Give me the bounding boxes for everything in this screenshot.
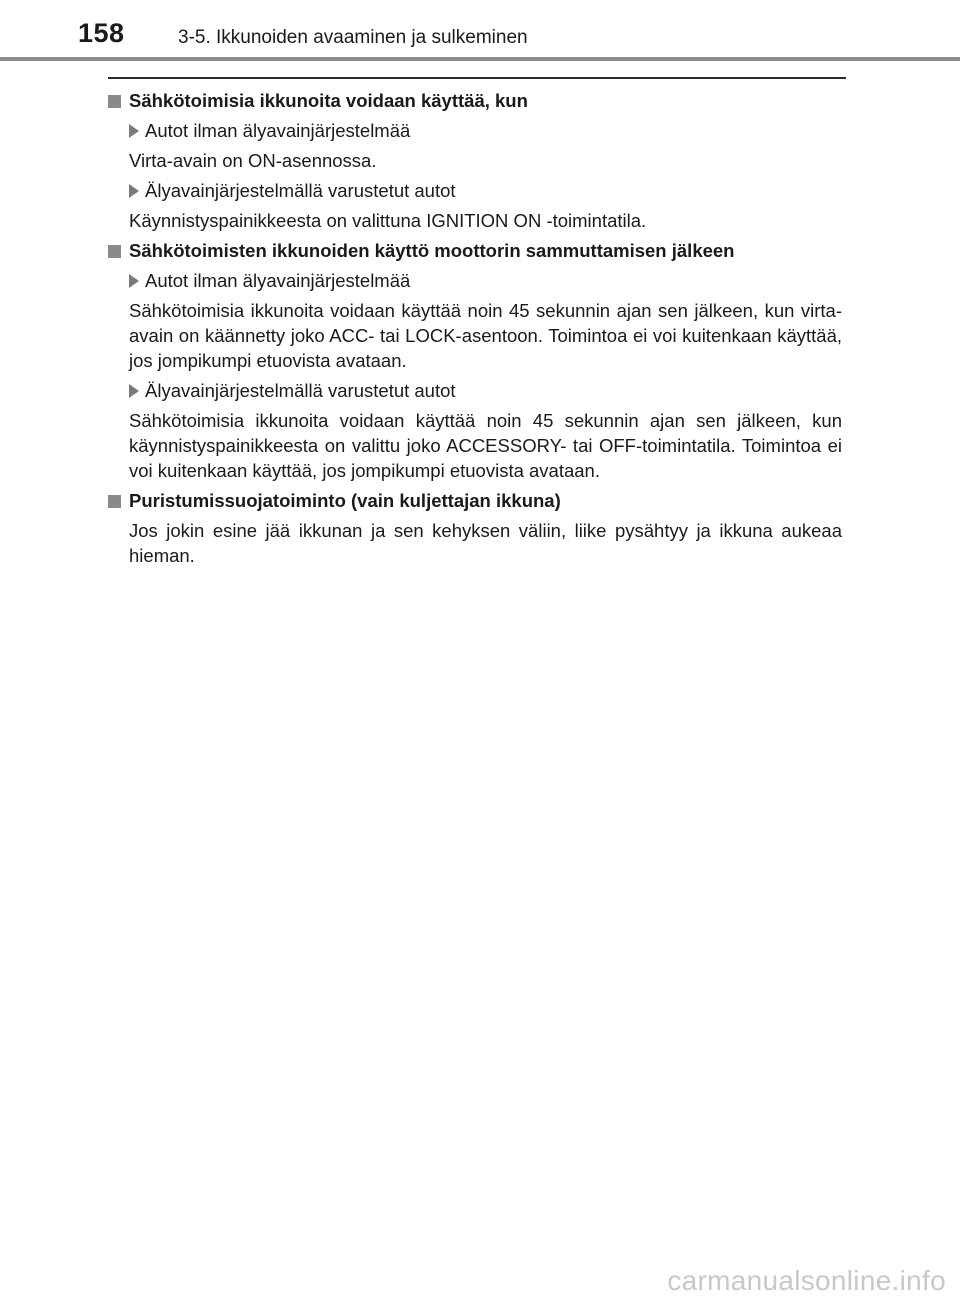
triangle-bullet-icon [129, 274, 139, 288]
section-heading [108, 88, 842, 113]
sub-heading-text: Autot ilman älyavainjärjestelmää [145, 270, 411, 291]
sub-heading [129, 378, 842, 403]
page-content [108, 88, 842, 573]
body-paragraph: Jos jokin esine jää ikkunan ja sen kehyksen väliin, liike pysähtyy ja ikkuna aukeaa hieman. [129, 520, 842, 566]
body-paragraph: Sähkötoimisia ikkunoita voidaan käyttää noin 45 sekunnin ajan sen jälkeen, kun käynnistyspainikkeesta on valittu joko ACCESSORY- tai OFF-toimintatila. Toimintoa ei voi kuitenkaan käyttää, jos jompikumpi etuovista avataan. [129, 410, 842, 481]
sub-heading-text: Älyavainjärjestelmällä varustetut autot [145, 380, 456, 401]
content-top-rule [108, 77, 846, 79]
watermark: carmanualsonline.info [667, 1265, 946, 1296]
sub-heading [129, 118, 842, 143]
sub-heading [129, 178, 842, 203]
section-heading [108, 238, 842, 263]
triangle-bullet-icon [129, 124, 139, 138]
section-heading [108, 488, 842, 513]
heading-text: Sähkötoimisten ikkunoiden käyttö moottorin sammuttamisen jälkeen [129, 240, 735, 261]
section-title: 3-5. Ikkunoiden avaaminen ja sulkeminen [178, 27, 528, 48]
sub-heading [129, 268, 842, 293]
sub-heading-text: Autot ilman älyavainjärjestelmää [145, 120, 411, 141]
square-bullet-icon [108, 95, 121, 108]
body-paragraph: Virta-avain on ON-asennossa. [129, 150, 377, 171]
page-header [0, 0, 960, 62]
triangle-bullet-icon [129, 384, 139, 398]
body-paragraph: Käynnistyspainikkeesta on valittuna IGNITION ON -toimintatila. [129, 210, 647, 231]
heading-text: Puristumissuojatoiminto (vain kuljettajan ikkuna) [129, 490, 561, 511]
body-paragraph: Sähkötoimisia ikkunoita voidaan käyttää noin 45 sekunnin ajan sen jälkeen, kun virta-avain on käännetty joko ACC- tai LOCK-asentoon. Toimintoa ei voi kuitenkaan käyttää, jos jompikumpi etuovista avataan. [129, 300, 842, 371]
sub-heading-text: Älyavainjärjestelmällä varustetut autot [145, 180, 456, 201]
square-bullet-icon [108, 495, 121, 508]
header-rule [0, 57, 960, 61]
triangle-bullet-icon [129, 184, 139, 198]
heading-text: Sähkötoimisia ikkunoita voidaan käyttää, kun [129, 90, 528, 111]
square-bullet-icon [108, 245, 121, 258]
page-number: 158 [78, 18, 125, 48]
